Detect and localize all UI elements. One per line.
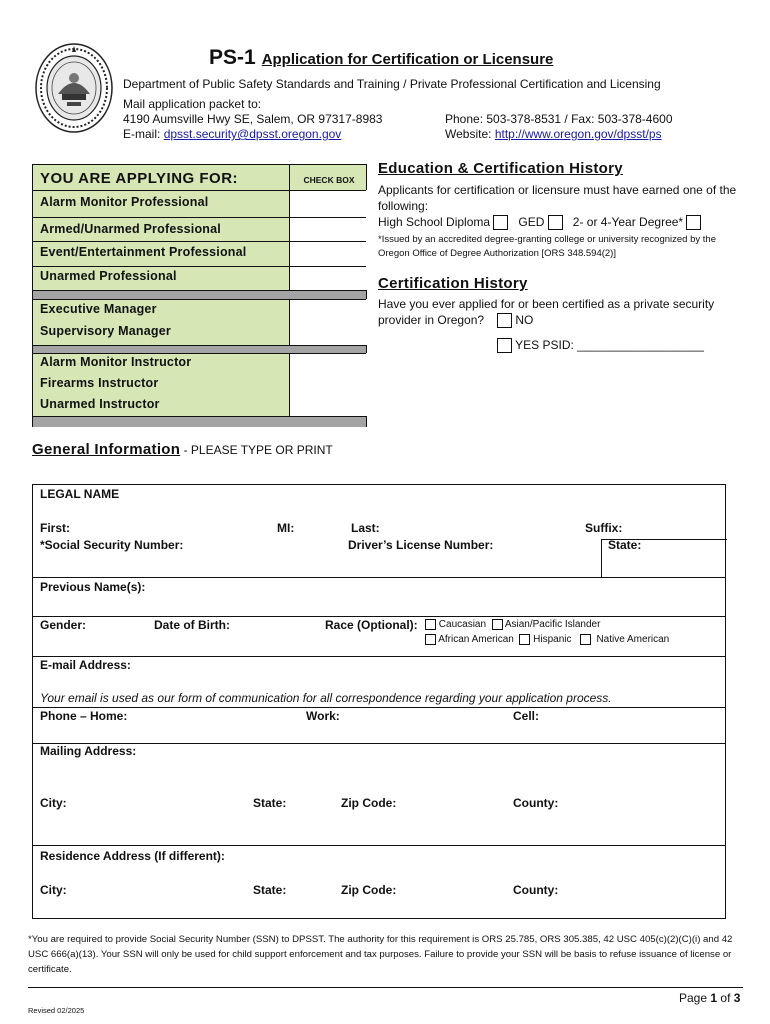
option-executive-manager: Executive Manager [40,302,157,316]
last-name-label: Last: [351,521,380,535]
phone-home-label: Phone – Home: [40,709,128,723]
phone-work-label: Work: [306,709,340,723]
residence-state-label: State: [253,883,287,897]
general-info-subheading: - PLEASE TYPE OR PRINT [183,443,333,457]
mailing-zip-label: Zip Code: [341,796,397,810]
race-asian-checkbox[interactable] [492,619,503,630]
mailing-county-label: County: [513,796,559,810]
mailing-address-label: Mailing Address: [40,744,137,758]
no-label: NO [515,313,534,327]
page-of: of [720,991,731,1005]
form-id: PS-1 [209,46,256,69]
email-link[interactable]: dpsst.security@dpsst.oregon.gov [163,127,342,141]
race-hispanic-label: Hispanic [533,634,572,646]
hs-diploma-label: High School Diploma [378,215,491,229]
footer-divider [28,987,743,988]
legal-name-label: LEGAL NAME [40,487,120,501]
suffix-label: Suffix: [585,521,623,535]
residence-county-label: County: [513,883,559,897]
hs-diploma-checkbox[interactable] [493,215,508,230]
phone-fax: Phone: 503-378-8531 / Fax: 503-378-4600 [445,112,673,126]
ged-checkbox[interactable] [548,215,563,230]
option-event-entertainment-professional: Event/Entertainment Professional [40,245,247,259]
race-options-row-1 [425,619,600,630]
email-label: E-mail: [123,127,161,141]
option-supervisory-manager: Supervisory Manager [40,324,171,338]
divider-band [33,416,366,427]
middle-initial-label: MI: [277,521,295,535]
race-african-american-label: African American [438,634,514,646]
check-box-header: CHECK BOX [303,175,355,185]
ssn-label: *Social Security Number: [40,538,184,552]
residence-city-label: City: [40,883,67,897]
degree-footnote: *Issued by an accredited degree-granting college or university recognized by the Oregon Office of Degree Authorization [ORS 348.594(2)] [378,234,716,259]
mailing-city-label: City: [40,796,67,810]
mail-address: 4190 Aumsville Hwy SE, Salem, OR 97317-8983 [123,112,383,126]
applying-for-table [32,164,367,427]
residence-zip-label: Zip Code: [341,883,397,897]
divider-band [33,290,366,299]
ged-label: GED [518,215,545,229]
dl-state-label: State: [608,538,642,552]
ssn-footnote: *You are required to provide Social Security Number (SSN) to DPSST. The authority for this requirement is ORS 25.785, ORS 305.385, 42 USC 405(c)(2)(C)(i) and 42 USC 666(a)(13). Your SSN will only be used for child support enforcement and tax purposes. Failure to provide your SSN will be basis to refuse issuance of license or certificate. [28,934,733,975]
email-address-label: E-mail Address: [40,658,131,672]
race-hispanic-checkbox[interactable] [519,634,530,645]
race-caucasian-checkbox[interactable] [425,619,436,630]
option-armed-unarmed-professional: Armed/Unarmed Professional [40,222,221,236]
race-label: Race (Optional): [325,618,418,632]
revised-date: Revised 02/2025 [28,1006,85,1015]
page-indicator [679,991,740,1005]
form-title [209,46,553,70]
cert-history-question: Have you ever applied for or been certified as a private security provider in Oregon? [378,297,715,327]
general-info-title [32,441,333,458]
option-unarmed-professional: Unarmed Professional [40,269,177,283]
race-native-american-label: Native American [596,634,670,646]
department-line: Department of Public Safety Standards and Training / Private Professional Certification and Licensing [123,77,661,91]
website-link[interactable]: http://www.oregon.gov/dpsst/ps [494,127,662,141]
yes-psid-label: YES PSID: ___________________ [515,338,704,352]
option-alarm-monitor-instructor: Alarm Monitor Instructor [40,355,192,369]
drivers-license-label: Driver’s License Number: [348,538,494,552]
first-name-label: First: [40,521,70,535]
degree-checkbox[interactable] [686,215,701,230]
yes-checkbox[interactable] [497,338,512,353]
mail-label: Mail application packet to: [123,97,262,111]
education-heading: Education & Certification History [378,160,623,177]
race-native-american-checkbox[interactable] [580,634,591,645]
race-caucasian-label: Caucasian [438,619,487,631]
race-african-american-checkbox[interactable] [425,634,436,645]
phone-cell-label: Cell: [513,709,540,723]
form-title-text: Application for Certification or Licensure [261,51,554,68]
general-info-heading: General Information [32,441,181,458]
no-option [497,313,533,328]
education-intro: Applicants for certification or licensure must have earned one of the following: [378,183,737,213]
previous-names-label: Previous Name(s): [40,580,146,594]
gender-label: Gender: [40,618,87,632]
option-unarmed-instructor: Unarmed Instructor [40,397,160,411]
race-asian-label: Asian/Pacific Islander [504,619,601,631]
race-options-row-2 [425,634,669,645]
website-line [445,127,662,141]
page-prefix: Page [679,991,708,1005]
divider-band [33,345,366,353]
mailing-state-label: State: [253,796,287,810]
option-firearms-instructor: Firearms Instructor [40,376,159,390]
page-total: 3 [733,991,741,1005]
degree-label: 2- or 4-Year Degree* [572,215,684,229]
website-label: Website: [445,127,492,141]
education-options [378,215,701,230]
residence-address-label: Residence Address (If different): [40,849,225,863]
no-checkbox[interactable] [497,313,512,328]
general-info-table [32,484,726,919]
state-seal-logo [34,42,114,134]
page-number: 1 [710,991,718,1005]
yes-option [497,338,704,353]
email-note: Your email is used as our form of communication for all correspondence regarding your application process. [40,691,612,705]
option-alarm-monitor-professional: Alarm Monitor Professional [40,195,209,209]
dob-label: Date of Birth: [154,618,230,632]
applying-for-heading: YOU ARE APPLYING FOR: [40,170,239,187]
cert-history-heading: Certification History [378,275,528,292]
email-line [123,127,341,141]
